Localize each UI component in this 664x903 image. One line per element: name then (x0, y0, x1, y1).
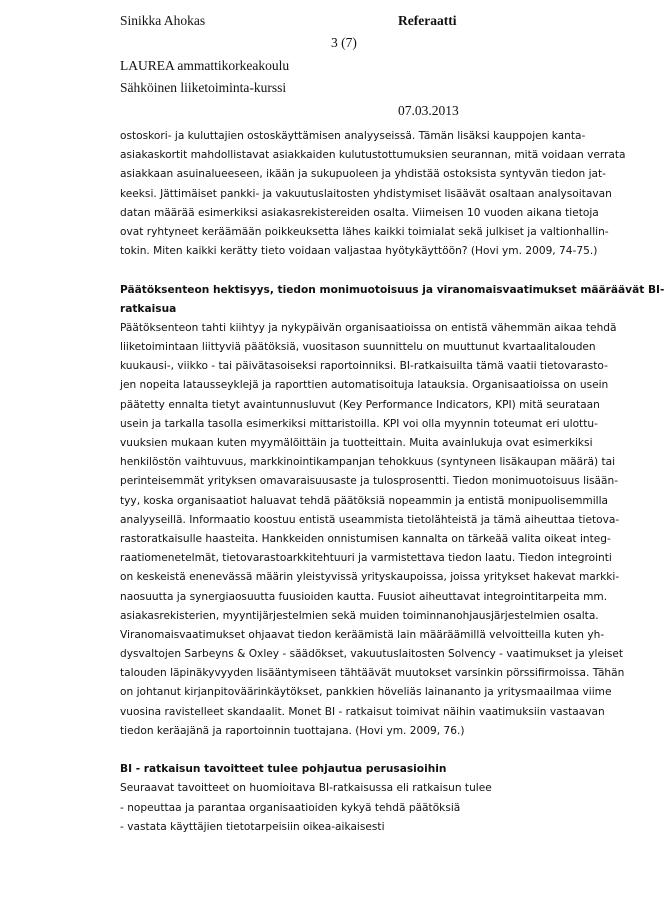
text-line: Päätöksenteon tahti kiihtyy ja nykypäivän organisaatioissa on entistä vähemmän aikaa tehdä (120, 321, 617, 334)
text-line: rastoratkaisulle haasteita. Hankkeiden onnistumisen kannalta on tärkeää valita oikeat integ- (120, 532, 611, 545)
text-line: tokin. Miten kaikki kerätty tieto voidaan valjastaa hyötykäyttöön? (Hovi ym. 2009, 74-75.) (120, 245, 598, 258)
text-line: asiakasrekisterien, myyntijärjestelmien sekä muiden toiminnanohjausjärjestelmien osalta. (120, 609, 599, 622)
text-line: jen nopeita latausseyklejä ja raporttien automatisoituja latauksia. Organisaatioissa on usein (120, 379, 609, 392)
text-line: vuosina ravistelleet skandaalit. Monet BI - ratkaisut toimivat näihin vaatimuksiin vastaavan (120, 705, 605, 718)
text-line: asiakaskortit mahdollistavat asiakkaiden kulutustottumuksien seurannan, mitä voidaan verrata (120, 149, 626, 162)
text-line: talouden läpinäkyvyyden lisääntymiseen tähtäävät muutokset varsinkin pörssifirmoissa. Tähän (120, 667, 625, 680)
text-line: kuukausi-, viikko - tai päivätasoiseksi raportoinniksi. BI-ratkaisuilta tämä vaatii tietovarasto- (120, 360, 608, 373)
list-item: - nopeuttaa ja parantaa organisaatioiden kykyä tehdä päätöksiä (120, 801, 461, 814)
document-type: Referaatti (398, 13, 457, 28)
heading-line: Päätöksenteon hektisyys, tiedon monimuotoisuus ja viranomaisvaatimukset määräävät BI- (120, 283, 664, 296)
text-line: tyy, koska organisaatiot haluavat tehdä päätöksiä nopeammin ja entistä monipuolisemmilla (120, 494, 609, 507)
paragraph-goals (120, 779, 590, 837)
author-name: Sinikka Ahokas (120, 13, 206, 28)
text-line: perinteisemmät yrityksen omavaraisuusaste ja tulosprosentti. Tiedon monimuotoisuus lisään- (120, 475, 619, 488)
document-date: 07.03.2013 (398, 103, 459, 118)
section-heading-decisions (120, 281, 664, 319)
paragraph-intro (120, 127, 626, 261)
text-line: liiketoimintaan liittyviä päätöksiä, vuositason suunnittelu on muuttunut kvartaalitalouden (120, 341, 596, 354)
paragraph-decisions (120, 319, 625, 741)
section-heading-goals: BI - ratkaisun tavoitteet tulee pohjautua perusasioihin (120, 763, 447, 776)
text-line: Viranomaisvaatimukset ohjaavat tiedon keräämistä lain määräämillä velvoitteilla kuten yh- (120, 628, 605, 641)
text-line: analyyseillä. Informaatio koostuu entistä useammista tietolähteistä ja tämä aiheuttaa tietova- (120, 513, 620, 526)
text-line: usein ja tarkalla tasolla esimerkiksi mittaristoilla. KPI voi olla myynnin toteumat eri ulottu- (120, 417, 598, 430)
text-line: datan määrää esimerkiksi asiakasrekistereiden osalta. Viimeisen 10 vuoden aikana tietoja (120, 206, 599, 219)
text-line: naosuutta ja synergiaosuutta fuusioiden kautta. Fuusiot aiheuttavat integrointitarpeita mm. (120, 590, 608, 603)
text-line: henkilöstön vaihtuvuus, markkinointikampanjan tehokkuus (syntyneen lisäkaupan määrä) tai (120, 456, 616, 469)
text-line: on johtanut kirjanpitoväärinkäytökset, pankkien höveliäs lainananto ja yritysmaailmaa viime (120, 686, 612, 699)
text-line: tiedon keräajänä ja raportoinnin tuottajana. (Hovi ym. 2009, 76.) (120, 724, 465, 737)
document-body (120, 127, 664, 837)
text-line: asiakkaan asuinalueeseen, ikään ja sukupuoleen ja yhdistää ostoksista syntyvän tiedon jat- (120, 168, 606, 181)
heading-line: ratkaisua (120, 302, 177, 315)
text-line: keeksi. Jättimäiset pankki- ja vakuutuslaitosten yhdistymiset lisäävät osaltaan analysoitavan (120, 187, 612, 200)
list-item: - vastata käyttäjien tietotarpeisiin oikea-aikaisesti (120, 820, 385, 833)
text-line: päätetty ennalta tietyt avaintunnusluvut (Key Performance Indicators, KPI) mitä seurataan (120, 398, 600, 411)
course-name: Sähköinen liiketoiminta-kurssi (120, 80, 287, 95)
text-line: Seuraavat tavoitteet on huomioitava BI-ratkaisussa eli ratkaisun tulee (120, 782, 492, 795)
text-line: dysvaltojen Sarbeyns & Oxley - säädökset, vakuutuslaitosten Solvency - vaatimukset ja yleiset (120, 648, 624, 661)
school-name: LAUREA ammattikorkeakoulu (120, 58, 290, 73)
text-line: vuuksien mukaan kuten myymälöittäin ja tuotteittain. Muita avainlukuja ovat esimerkiksi (120, 437, 593, 449)
text-line: raatiomenetelmät, tietovarastoarkkitehtuuri ja varmistettava tiedon laatu. Tiedon integrointi (120, 552, 612, 565)
text-line: ovat ryhtyneet keräämään poikkeuksetta lähes kaikki toimialat sekä julkiset ja valtionhallin- (120, 225, 609, 238)
text-line: ostoskori- ja kuluttajien ostoskäyttämisen analyyseissä. Tämän lisäksi kauppojen kanta- (120, 130, 586, 142)
text-line: on keskeistä enenevässä määrin yleistyvissä yrityskaupoissa, joissa yritykset hakevat markki- (120, 571, 620, 584)
page-number: 3 (7) (331, 35, 357, 50)
